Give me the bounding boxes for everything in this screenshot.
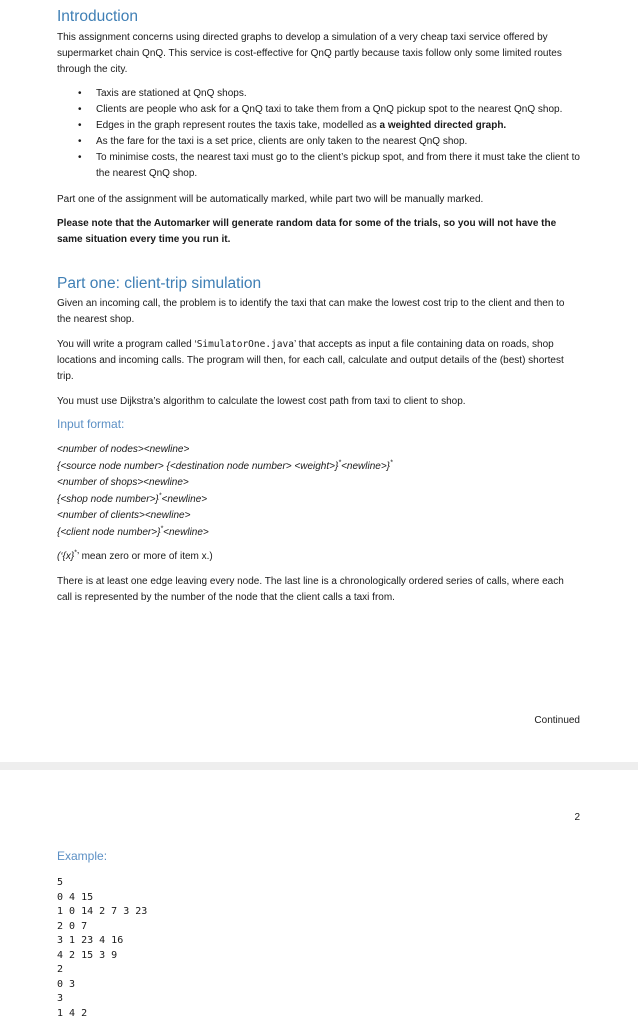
bullet-item: • Taxis are stationed at QnQ shops. <box>57 86 581 102</box>
format-line: <number of clients><newline> <box>57 510 191 521</box>
bullet-icon: • <box>78 120 82 131</box>
introduction-bullet-list <box>57 86 581 182</box>
format-line: {<source node number> {<destination node number> <weight>}*<newline>}* <box>57 459 393 472</box>
example-line: 1 0 14 2 7 3 23 <box>57 906 148 917</box>
example-section <box>57 849 581 1021</box>
format-line: {<client node number>}*<newline> <box>57 525 209 538</box>
continued-label: Continued <box>534 715 580 726</box>
program-filename: SimulatorOne.java <box>196 339 294 350</box>
introduction-section <box>57 8 581 248</box>
bullet-icon: • <box>78 104 82 115</box>
dijkstra-paragraph: You must use Dijkstra’s algorithm to calculate the lowest cost path from taxi to client to shop. <box>57 396 466 407</box>
bullet-item: • As the fare for the taxi is a set price, clients are only taken to the nearest QnQ shop. <box>57 134 581 150</box>
example-heading: Example: <box>57 849 108 863</box>
marking-paragraph: Part one of the assignment will be automatically marked, while part two will be manually marked. <box>57 194 484 205</box>
example-line: 0 3 <box>57 978 76 990</box>
example-line: 3 <box>57 993 64 1004</box>
example-line: 0 4 15 <box>57 891 94 903</box>
page-number: 2 <box>574 812 580 823</box>
weighted-graph-emphasis: a weighted directed graph. <box>379 120 507 131</box>
bullet-icon: • <box>78 88 82 99</box>
page-separator <box>0 762 638 770</box>
bullet-item: • To minimise costs, the nearest taxi must go to the client’s pickup spot, and from there it must take the client to the nearest QnQ shop. <box>78 152 580 179</box>
part-one-section <box>57 275 581 606</box>
part-one-heading: Part one: client-trip simulation <box>57 275 262 292</box>
repetition-note: (‘{x}*’ mean zero or more of item x.) <box>57 549 213 562</box>
bullet-icon: • <box>78 152 82 163</box>
automarker-note: Please note that the Automarker will generate random data for some of the trials, so you will not have the same situation every time you run it. <box>57 218 557 245</box>
example-line: 1 4 2 <box>57 1007 88 1019</box>
introduction-paragraph: This assignment concerns using directed graphs to develop a simulation of a very cheap taxi service offered by supermarket chain QnQ. This service is cost-effective for QnQ partly because taxis follow only some limited routes through the city. <box>57 32 562 75</box>
edges-paragraph: There is at least one edge leaving every node. The last line is a chronologically ordered series of calls, where each call is represented by the number of the node that the client calls a taxi from. <box>57 576 564 603</box>
input-format-heading: Input format: <box>57 417 125 431</box>
example-line: 2 <box>57 964 64 975</box>
program-description-paragraph: You will write a program called ‘SimulatorOne.java’ that accepts as input a file containing data on roads, shop locations and incoming calls. The program will then, for each call, calculate and output details of the (best) shortest trip. <box>57 339 564 382</box>
format-line: <number of shops><newline> <box>57 477 189 488</box>
input-format-spec <box>57 442 581 541</box>
format-line: {<shop node number>}*<newline> <box>57 492 208 505</box>
example-line: 3 1 23 4 16 <box>57 935 124 946</box>
example-line: 5 <box>57 877 64 888</box>
example-line: 2 0 7 <box>57 920 88 932</box>
part-one-problem-paragraph: Given an incoming call, the problem is to identify the taxi that can make the lowest cost trip to the client and then to the nearest shop. <box>57 298 565 325</box>
example-input-block <box>57 876 581 1021</box>
page-two <box>0 770 638 1024</box>
example-line: 4 2 15 3 9 <box>57 949 118 961</box>
bullet-icon: • <box>78 136 82 147</box>
bullet-item: • Clients are people who ask for a QnQ taxi to take them from a QnQ pickup spot to the nearest QnQ shop. <box>57 102 581 118</box>
introduction-heading: Introduction <box>57 8 138 25</box>
format-line: <number of nodes><newline> <box>57 444 190 455</box>
bullet-item: • Edges in the graph represent routes the taxis take, modelled as a weighted directed graph. <box>57 118 581 134</box>
